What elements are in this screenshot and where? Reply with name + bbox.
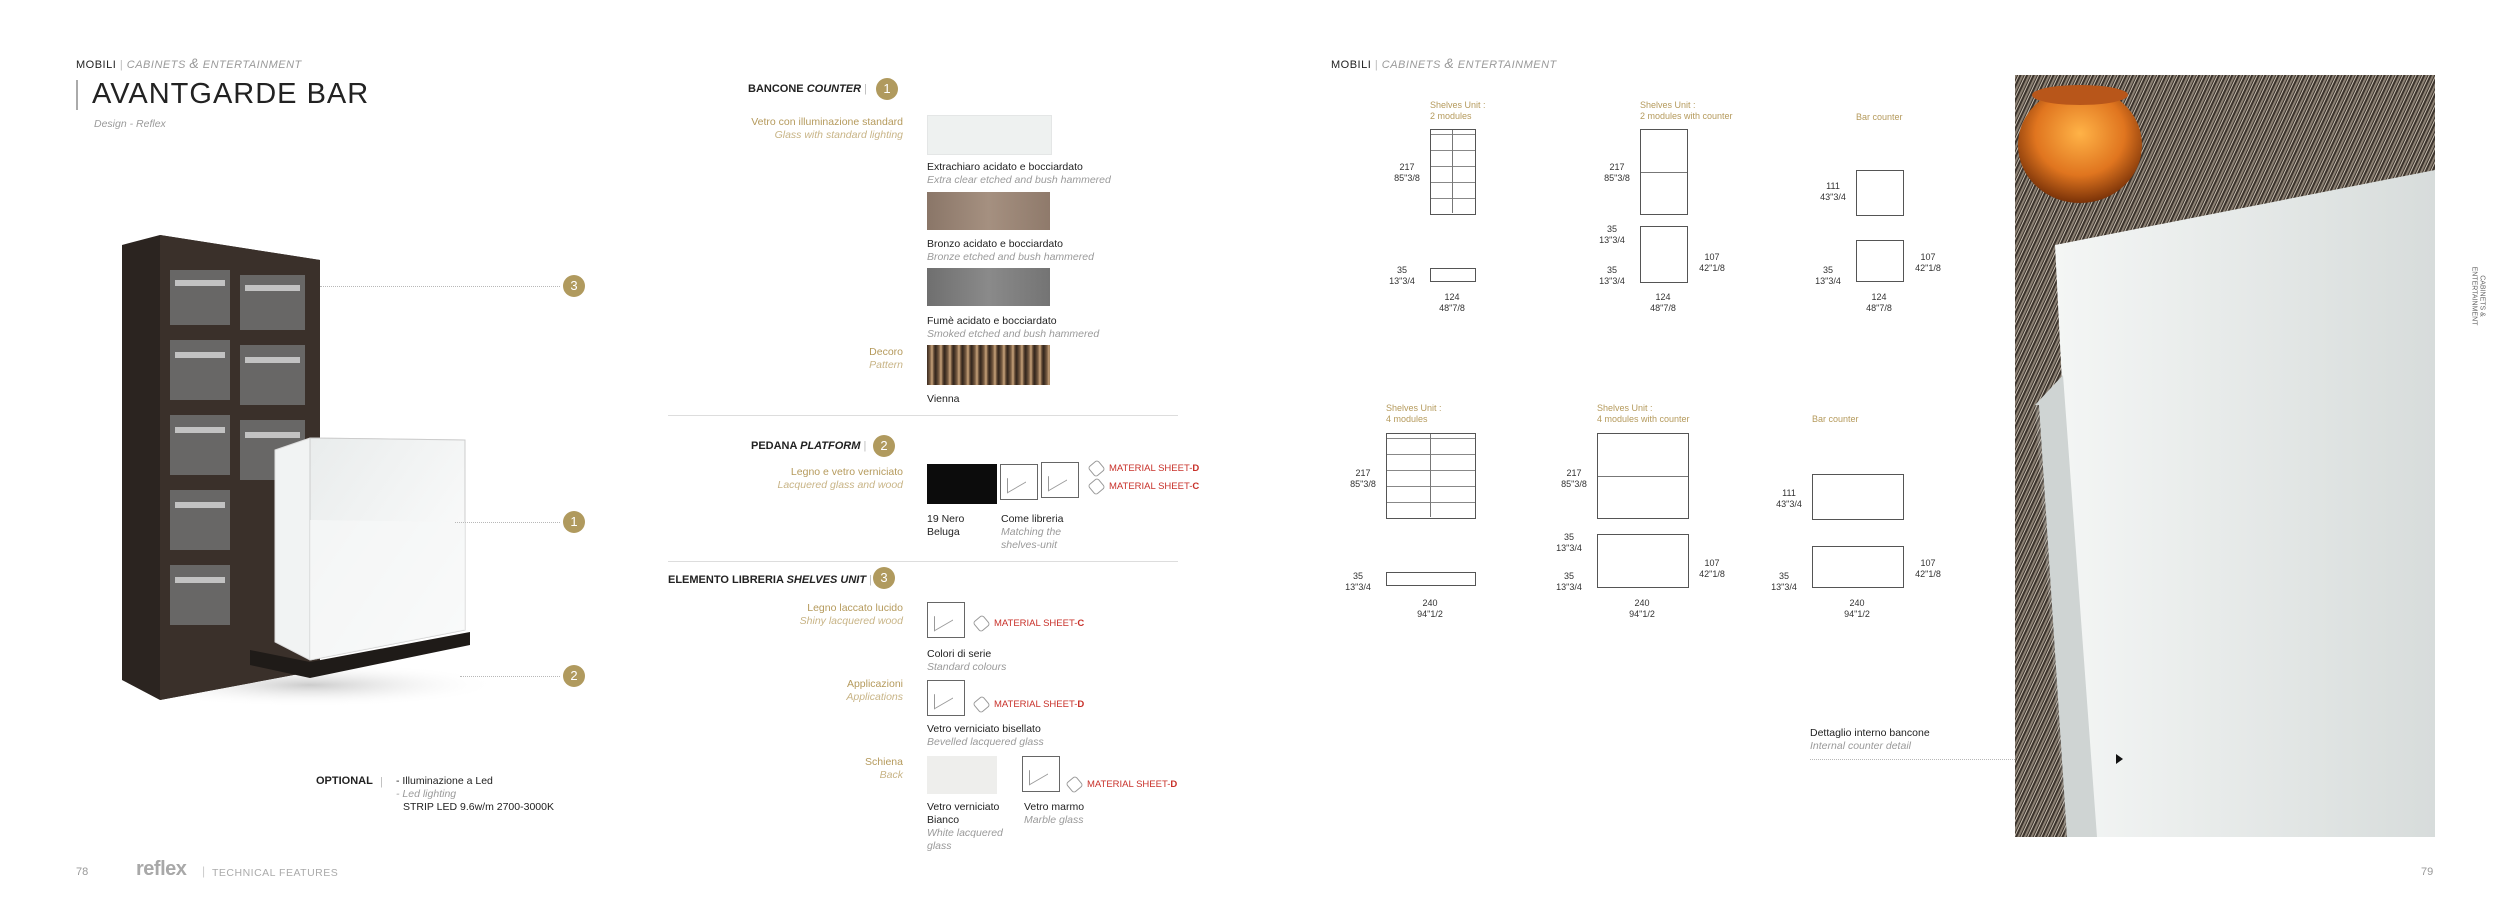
r2-d2-plan: [1597, 534, 1689, 588]
page-title: AVANTGARDE BAR: [92, 78, 370, 110]
callout-badge-1: 1: [563, 511, 585, 533]
header-category-b: ENTERTAINMENT: [1457, 59, 1557, 71]
r2-d2-d2: 35 13"3/4: [1556, 571, 1582, 592]
white-en-a: White lacquered: [927, 827, 1003, 839]
sw2-c: shelves-unit: [1001, 539, 1058, 551]
r1-d3-front: [1856, 170, 1904, 216]
reflex-logo: reflex: [136, 858, 187, 880]
pedana-label-it: Legno e vetro verniciato: [790, 466, 903, 478]
r2-d1-h: 217 85"3/8: [1350, 468, 1376, 489]
app-label-it: Applicazioni: [846, 678, 903, 690]
white-b: Bianco: [927, 814, 960, 826]
optional-line1: - Illuminazione a Led: [396, 775, 493, 787]
opt2-it: Bronzo acidato e bocciardato: [927, 238, 1064, 250]
opt3-it: Fumè acidato e bocciardato: [927, 315, 1057, 327]
r1-d3-plan: [1856, 240, 1904, 282]
r1-d2-counter-line: [1641, 172, 1687, 173]
side-tab: [2470, 260, 2484, 330]
r2-d1-d: 35 13"3/4: [1345, 571, 1371, 592]
r1-d2-w: 124 48"7/8: [1650, 292, 1676, 313]
paperclip-icon: [1087, 477, 1105, 495]
r2-d3-plan: [1812, 546, 1904, 588]
r2-d3-d: 35 13"3/4: [1771, 571, 1797, 592]
product-image: [110, 230, 490, 710]
bar-illustration: [110, 230, 490, 710]
swatch-white-glass: [927, 756, 997, 794]
counter-detail-image: [2015, 75, 2435, 837]
bancone-title-b: COUNTER: [806, 83, 862, 95]
r1-d1-front: [1430, 129, 1476, 215]
detail-caption-it: Dettaglio interno bancone: [1810, 727, 1930, 739]
r2-d3-title: Bar counter: [1812, 414, 1859, 424]
opt2-en: Bronze etched and bush hammered: [927, 251, 1094, 263]
design-credit: Design - Reflex: [94, 118, 166, 130]
r1-d2-d2: 35 13"3/4: [1599, 265, 1625, 286]
wood-label-en: Shiny lacquered wood: [799, 615, 903, 627]
optional-label: OPTIONAL: [316, 775, 373, 787]
callout-line-3: [320, 286, 560, 287]
r2-d2-w: 240 94"1/2: [1629, 598, 1655, 619]
header-amp: &: [189, 55, 200, 71]
shelf-icon-a: [1000, 464, 1038, 500]
paperclip-icon: [1087, 459, 1105, 477]
pedana-material-sheet-d[interactable]: MATERIAL SHEET-D: [1090, 462, 1199, 475]
divider-1: [668, 415, 1178, 416]
shelf-icon-c: [927, 602, 965, 638]
callout-line-2: [460, 676, 560, 677]
wood-label-it: Legno laccato lucido: [807, 602, 903, 614]
pedana-heading: PEDANA PLATFORM |: [751, 440, 867, 452]
r1-d3-title: Bar counter: [1856, 112, 1903, 122]
side-tab-b: ENTERTAINMENT: [2470, 266, 2478, 326]
paperclip-icon: [972, 695, 990, 713]
divider-2: [668, 561, 1178, 562]
bancone-title-a: BANCONE: [748, 83, 804, 95]
libreria-material-sheet-d[interactable]: MATERIAL SHEET-D: [975, 698, 1084, 711]
header-brand: MOBILI: [76, 59, 117, 71]
r2-d3-h: 111 43"3/4: [1776, 488, 1802, 509]
white-en-b: glass: [927, 840, 952, 852]
r1-d3-w: 124 48"7/8: [1866, 292, 1892, 313]
r1-d2-plan: [1640, 226, 1688, 283]
r2-d3-h107: 107 42"1/8: [1915, 558, 1941, 579]
r2-d2-h: 217 85"3/8: [1561, 468, 1587, 489]
r1-d3-h107: 107 42"1/8: [1915, 252, 1941, 273]
opt3-en: Smoked etched and bush hammered: [927, 328, 1100, 340]
bancone-heading: BANCONE COUNTER |: [748, 83, 867, 95]
detail-pointer-line: [1810, 759, 2015, 760]
libreria-material-sheet-c[interactable]: MATERIAL SHEET-C: [975, 617, 1084, 630]
header-amp: &: [1444, 55, 1455, 71]
footer-divider: |: [202, 864, 206, 878]
callout-badge-2: 2: [563, 665, 585, 687]
bevel-en: Bevelled lacquered glass: [927, 736, 1044, 748]
paperclip-icon: [1065, 775, 1083, 793]
opt1-en: Extra clear etched and bush hammered: [927, 174, 1111, 186]
swatch-smoked: [927, 268, 1050, 306]
r2-d1-front: [1386, 433, 1476, 519]
marble-en: Marble glass: [1024, 814, 1084, 826]
r1-d2-d1: 35 13"3/4: [1599, 224, 1625, 245]
r2-d2-d1: 35 13"3/4: [1556, 532, 1582, 553]
pattern-label-it: Decoro: [869, 346, 903, 358]
marble-it: Vetro marmo: [1024, 801, 1085, 813]
libreria-title-a: ELEMENTO LIBRERIA: [668, 574, 784, 586]
shelf-icon-d: [927, 680, 965, 716]
glass-label-en: Glass with standard lighting: [774, 129, 903, 141]
r2-d1-w: 240 94"1/2: [1417, 598, 1443, 619]
header-category-b: ENTERTAINMENT: [202, 59, 302, 71]
detail-photo: [2015, 75, 2435, 837]
left-header: MOBILI | CABINETS & ENTERTAINMENT: [76, 55, 302, 71]
callout-line-1: [455, 522, 560, 523]
right-header: MOBILI | CABINETS & ENTERTAINMENT: [1331, 55, 1557, 71]
r1-d1-top: [1430, 268, 1476, 282]
colors-en: Standard colours: [927, 661, 1007, 673]
pattern-name: Vienna: [927, 393, 960, 405]
back-material-sheet-d[interactable]: MATERIAL SHEET-D: [1068, 778, 1177, 791]
colors-it: Colori di serie: [927, 648, 992, 660]
r1-d1-title: Shelves Unit : 2 modules: [1430, 100, 1486, 121]
pedana-badge: 2: [873, 435, 895, 457]
marble-icon: [1022, 756, 1060, 792]
r1-d3-h: 111 43"3/4: [1820, 181, 1846, 202]
pointer-arrow-icon: [2116, 754, 2123, 764]
libreria-heading: ELEMENTO LIBRERIA SHELVES UNIT |: [668, 574, 872, 586]
libreria-title-b: SHELVES UNIT: [786, 574, 867, 586]
bevel-it: Vetro verniciato bisellato: [927, 723, 1041, 735]
sw2-b: Matching the: [1001, 526, 1062, 538]
r1-d2-title: Shelves Unit : 2 modules with counter: [1640, 100, 1733, 121]
bancone-badge: 1: [876, 78, 898, 100]
r2-d3-w: 240 94"1/2: [1844, 598, 1870, 619]
header-category-a: CABINETS: [126, 59, 186, 71]
paperclip-icon: [972, 614, 990, 632]
side-tab-a: CABINETS &: [2478, 275, 2486, 317]
opt1-it: Extrachiaro acidato e bocciardato: [927, 161, 1083, 173]
back-label-en: Back: [879, 769, 903, 781]
detail-caption-en: Internal counter detail: [1810, 740, 1911, 752]
pedana-label-en: Lacquered glass and wood: [777, 479, 903, 491]
pedana-title-a: PEDANA: [751, 440, 798, 452]
r1-d3-d: 35 13"3/4: [1815, 265, 1841, 286]
r1-d1-w: 124 48"7/8: [1439, 292, 1465, 313]
swatch-bronze: [927, 192, 1050, 230]
header-category-a: CABINETS: [1381, 59, 1441, 71]
callout-badge-3: 3: [563, 275, 585, 297]
r1-d1-h: 217 85"3/8: [1394, 162, 1420, 183]
sw1-a: 19 Nero: [927, 513, 965, 525]
swatch-vienna: [927, 345, 1050, 385]
sw1-b: Beluga: [927, 526, 960, 538]
swatch-extra-clear: [927, 115, 1052, 155]
title-bar: [76, 80, 78, 110]
r2-d2-title: Shelves Unit : 4 modules with counter: [1597, 403, 1690, 424]
optional-divider: |: [380, 776, 383, 788]
r1-d1-d: 35 13"3/4: [1389, 265, 1415, 286]
r2-d3-front: [1812, 474, 1904, 520]
pedana-material-sheet-c[interactable]: MATERIAL SHEET-C: [1090, 480, 1199, 493]
glass-label-it: Vetro con illuminazione standard: [751, 116, 903, 128]
app-label-en: Applications: [846, 691, 903, 703]
r1-d1-mid: [1452, 130, 1453, 213]
sw2-a: Come libreria: [1001, 513, 1064, 525]
pedana-title-b: PLATFORM: [800, 440, 861, 452]
white-a: Vetro verniciato: [927, 801, 1000, 813]
optional-line3: STRIP LED 9.6w/m 2700-3000K: [403, 801, 554, 813]
header-brand: MOBILI: [1331, 59, 1372, 71]
r2-d1-title: Shelves Unit : 4 modules: [1386, 403, 1442, 424]
libreria-badge: 3: [873, 567, 895, 589]
r1-d2-h: 217 85"3/8: [1604, 162, 1630, 183]
optional-line2: - Led lighting: [396, 788, 457, 800]
swatch-nero-beluga: [927, 464, 997, 504]
pattern-label-en: Pattern: [869, 359, 903, 371]
r2-d1-top: [1386, 572, 1476, 586]
page-number-right: 79: [2421, 866, 2434, 878]
page-number-left: 78: [76, 866, 89, 878]
r1-d2-h107: 107 42"1/8: [1699, 252, 1725, 273]
back-label-it: Schiena: [865, 756, 903, 768]
r2-d1-mid: [1430, 434, 1431, 517]
footer-section: TECHNICAL FEATURES: [212, 867, 339, 879]
shelf-icon-b: [1041, 462, 1079, 498]
r2-d2-h107: 107 42"1/8: [1699, 558, 1725, 579]
r2-d2-counter-line: [1598, 476, 1688, 477]
